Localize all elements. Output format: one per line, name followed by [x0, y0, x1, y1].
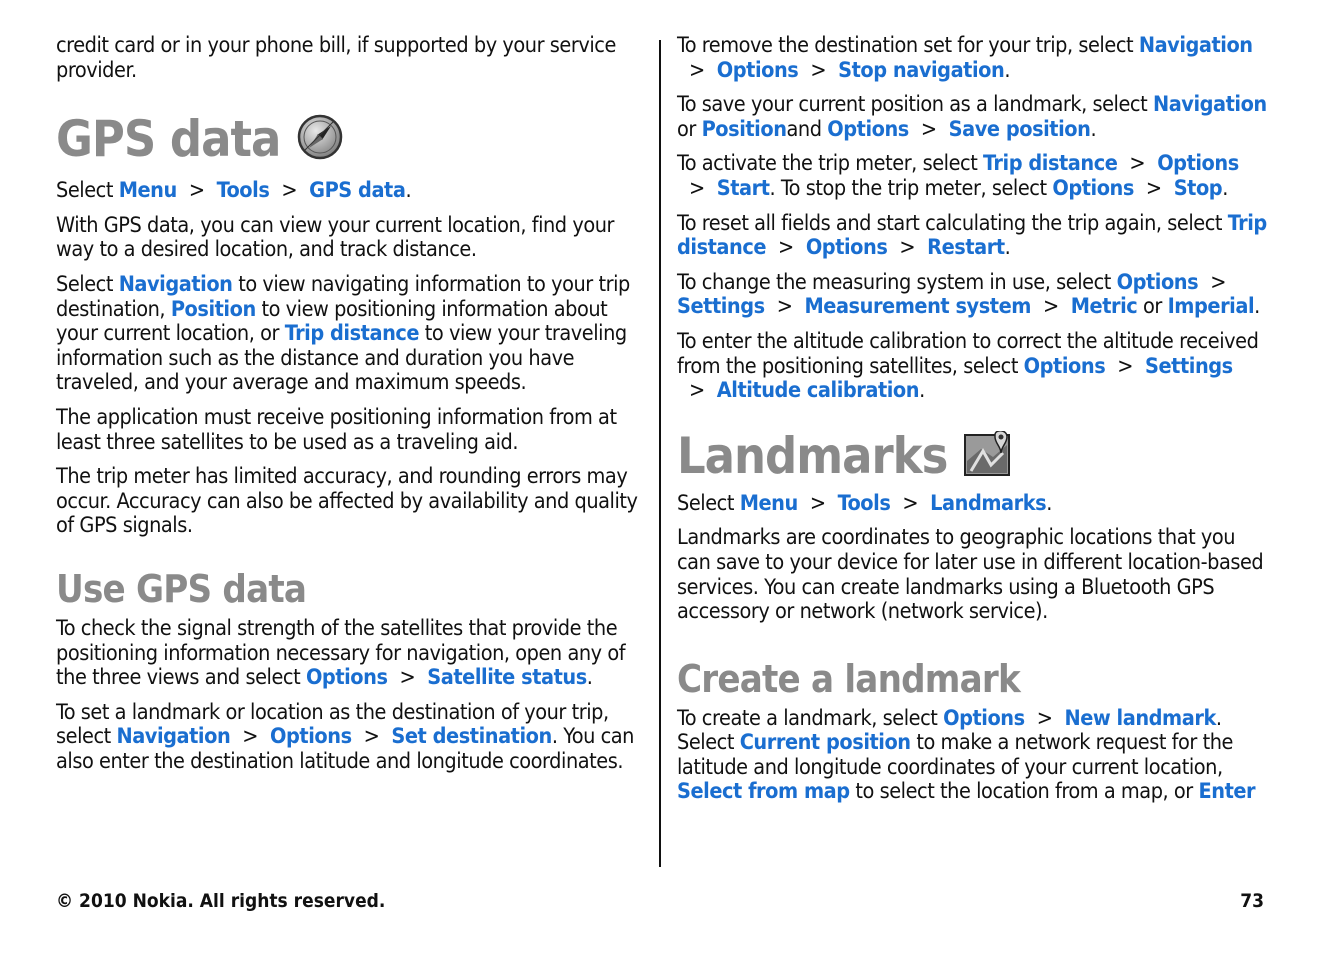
menu-path-separator: > — [1117, 353, 1134, 379]
menu-command-link[interactable]: Select from map — [677, 779, 850, 805]
body-text: With GPS data, you can view your current location, find your way to a desired location, and track distance. — [56, 212, 615, 263]
menu-path-separator: > — [1210, 269, 1226, 295]
gps-satellites-paragraph — [56, 406, 644, 455]
menu-command-link[interactable]: Options — [943, 705, 1025, 731]
menu-command-link[interactable]: Menu — [118, 178, 177, 204]
menu-path-separator: > — [1129, 151, 1146, 177]
menu-command-link[interactable]: Navigation — [116, 724, 231, 750]
menu-path-separator: > — [689, 378, 705, 404]
landmarks-heading-row — [677, 428, 1267, 484]
menu-command-link[interactable]: Options — [1023, 353, 1106, 379]
menu-command-link[interactable]: Position — [701, 116, 787, 142]
restart-paragraph — [677, 212, 1267, 261]
menu-command-link[interactable]: Altitude calibration — [716, 378, 920, 404]
menu-command-link[interactable]: Set destination — [391, 724, 552, 750]
measurement-system-paragraph — [677, 271, 1267, 320]
body-text: To remove the destination set for your trip, select — [677, 33, 1139, 58]
body-text: . Select — [677, 705, 1222, 756]
body-text: Select — [677, 490, 740, 516]
menu-command-link[interactable]: Satellite status — [427, 665, 587, 691]
menu-path-separator: > — [188, 178, 205, 204]
body-text: . — [1222, 175, 1228, 201]
menu-path-separator: > — [902, 490, 919, 516]
menu-command-link[interactable]: New landmark — [1064, 705, 1216, 731]
right-column — [677, 34, 1267, 815]
body-text: to view your traveling information such as the distance and duration you have traveled, and your average and maximum speeds. — [56, 321, 627, 396]
menu-command-link[interactable]: Start — [716, 175, 770, 201]
create-landmark-heading: Create a landmark — [677, 656, 1020, 701]
menu-command-link[interactable]: Stop navigation — [838, 57, 1005, 83]
menu-command-link[interactable]: Options — [716, 57, 799, 83]
menu-command-link[interactable]: Trip distance — [983, 151, 1118, 177]
left-column — [56, 34, 644, 784]
menu-command-link[interactable]: Enter — [1198, 779, 1256, 805]
body-text: . — [1090, 116, 1097, 142]
body-text: to view positioning information about your current location, or — [56, 296, 608, 347]
menu-path-separator: > — [776, 294, 793, 320]
body-text: The application must receive positioning information from at least three satellites to be used as a traveling aid. — [56, 404, 617, 455]
menu-command-link[interactable]: Measurement system — [804, 294, 1031, 320]
menu-path-separator: > — [689, 57, 705, 83]
stop-navigation-paragraph — [677, 34, 1267, 83]
menu-path-separator: > — [1042, 294, 1059, 320]
copyright-notice: © 2010 Nokia. All rights reserved. — [56, 890, 386, 912]
menu-command-link[interactable]: Options — [270, 724, 352, 750]
use-gps-data-heading: Use GPS data — [56, 566, 307, 611]
menu-path-separator: > — [809, 490, 826, 516]
body-text: To reset all fields and start calculating the trip again, select — [677, 210, 1228, 236]
menu-command-link[interactable]: Landmarks — [930, 490, 1047, 516]
trip-meter-paragraph — [677, 152, 1267, 201]
menu-command-link[interactable]: Metric — [1070, 294, 1138, 320]
menu-command-link[interactable]: Menu — [739, 490, 798, 516]
body-text: To check the signal strength of the satellites that provide the positioning information necessary for navigation, open any of the three views and select — [56, 615, 626, 691]
body-text: to select the location from a map, or — [849, 779, 1199, 805]
save-position-paragraph — [677, 93, 1267, 142]
body-text: To change the measuring system in use, select — [677, 269, 1117, 295]
menu-path-separator: > — [689, 175, 705, 201]
body-text: and — [786, 116, 828, 142]
body-text: . — [405, 178, 412, 204]
column-divider — [659, 40, 661, 867]
body-text: . — [1004, 235, 1011, 261]
compass-icon — [296, 113, 344, 165]
menu-command-link[interactable]: Imperial — [1167, 294, 1255, 320]
body-text: Select — [56, 178, 119, 204]
body-text: to make a network request for the latitude and longitude coordinates of your current location, — [677, 730, 1233, 780]
landmarks-heading: Landmarks — [677, 426, 948, 485]
menu-command-link[interactable]: Trip distance — [677, 210, 1267, 261]
menu-path-separator: > — [778, 235, 794, 261]
menu-command-link[interactable]: Options — [1116, 269, 1199, 295]
satellite-status-paragraph — [56, 617, 644, 691]
gps-select-path — [56, 179, 644, 204]
menu-path-separator: > — [920, 116, 937, 142]
menu-command-link[interactable]: GPS data — [309, 178, 406, 204]
body-text: To create a landmark, select — [677, 705, 944, 731]
gps-views-paragraph — [56, 273, 644, 396]
menu-path-separator: > — [899, 235, 916, 261]
menu-command-link[interactable]: Options — [827, 116, 909, 142]
landmarks-description — [677, 526, 1267, 624]
menu-command-link[interactable]: Options — [805, 235, 888, 261]
menu-command-link[interactable]: Tools — [216, 178, 270, 204]
body-text: or — [1137, 294, 1168, 320]
intro-paragraph — [56, 34, 644, 83]
menu-path-separator: > — [1145, 175, 1162, 201]
menu-path-separator: > — [810, 57, 827, 83]
menu-command-link[interactable]: Options — [1157, 151, 1239, 177]
menu-path-separator: > — [1036, 705, 1053, 731]
menu-path-separator: > — [242, 724, 259, 750]
body-text: Landmarks are coordinates to geographic locations that you can save to your device for later use in different location-based services. You can create landmarks using a Bluetooth GPS accessory or network (network service). — [677, 525, 1264, 625]
gps-data-heading-row — [56, 111, 644, 167]
landmark-map-icon — [963, 431, 1011, 481]
menu-command-link[interactable]: Options — [1052, 175, 1134, 201]
gps-description — [56, 214, 644, 263]
body-text: To set a landmark or location as the destination of your trip, select — [56, 699, 609, 750]
body-text: . You can also enter the destination latitude and longitude coordinates. — [56, 724, 634, 774]
menu-path-separator: > — [281, 178, 298, 204]
body-text: . — [1004, 57, 1011, 83]
menu-command-link[interactable]: Current position — [739, 730, 911, 756]
body-text: Select — [56, 271, 119, 297]
body-text: . — [919, 378, 925, 404]
landmarks-select-path — [677, 492, 1267, 517]
body-text: To save your current position as a landmark, select — [677, 92, 1153, 118]
set-destination-paragraph — [56, 701, 644, 775]
gps-accuracy-paragraph — [56, 465, 644, 539]
body-text: To enter the altitude calibration to correct the altitude received from the positioning satellites, select — [677, 328, 1259, 379]
body-text: to view navigating information to your trip destination, — [56, 271, 630, 322]
body-text: . — [586, 665, 593, 691]
menu-command-link[interactable]: Settings — [677, 294, 765, 320]
body-text: . — [1254, 294, 1260, 320]
menu-command-link[interactable]: Stop — [1173, 175, 1223, 201]
gps-data-heading: GPS data — [56, 110, 281, 169]
menu-command-link[interactable]: Position — [170, 296, 256, 322]
menu-path-separator: > — [399, 665, 416, 691]
body-text: The trip meter has limited accuracy, and rounding errors may occur. Accuracy can also be affected by availability and quality of GPS signals. — [56, 464, 638, 539]
menu-command-link[interactable]: Restart — [927, 235, 1005, 261]
menu-command-link[interactable]: Trip distance — [284, 321, 420, 347]
create-landmark-paragraph — [677, 707, 1267, 805]
menu-command-link[interactable]: Options — [305, 665, 388, 691]
page-number: 73 — [1240, 890, 1264, 912]
body-text: credit card or in your phone bill, if supported by your service provider. — [56, 33, 616, 83]
altitude-calibration-paragraph — [677, 330, 1267, 404]
menu-command-link[interactable]: Navigation — [1152, 92, 1267, 118]
body-text: . — [1046, 490, 1052, 516]
menu-command-link[interactable]: Navigation — [1138, 33, 1253, 58]
body-text: . To stop the trip meter, select — [769, 175, 1053, 201]
menu-command-link[interactable]: Tools — [837, 490, 891, 516]
body-text: To activate the trip meter, select — [677, 151, 984, 177]
body-text: or — [677, 116, 702, 142]
menu-command-link[interactable]: Navigation — [118, 271, 233, 297]
menu-command-link[interactable]: Save position — [948, 116, 1091, 142]
menu-path-separator: > — [363, 724, 380, 750]
menu-command-link[interactable]: Settings — [1145, 353, 1233, 379]
